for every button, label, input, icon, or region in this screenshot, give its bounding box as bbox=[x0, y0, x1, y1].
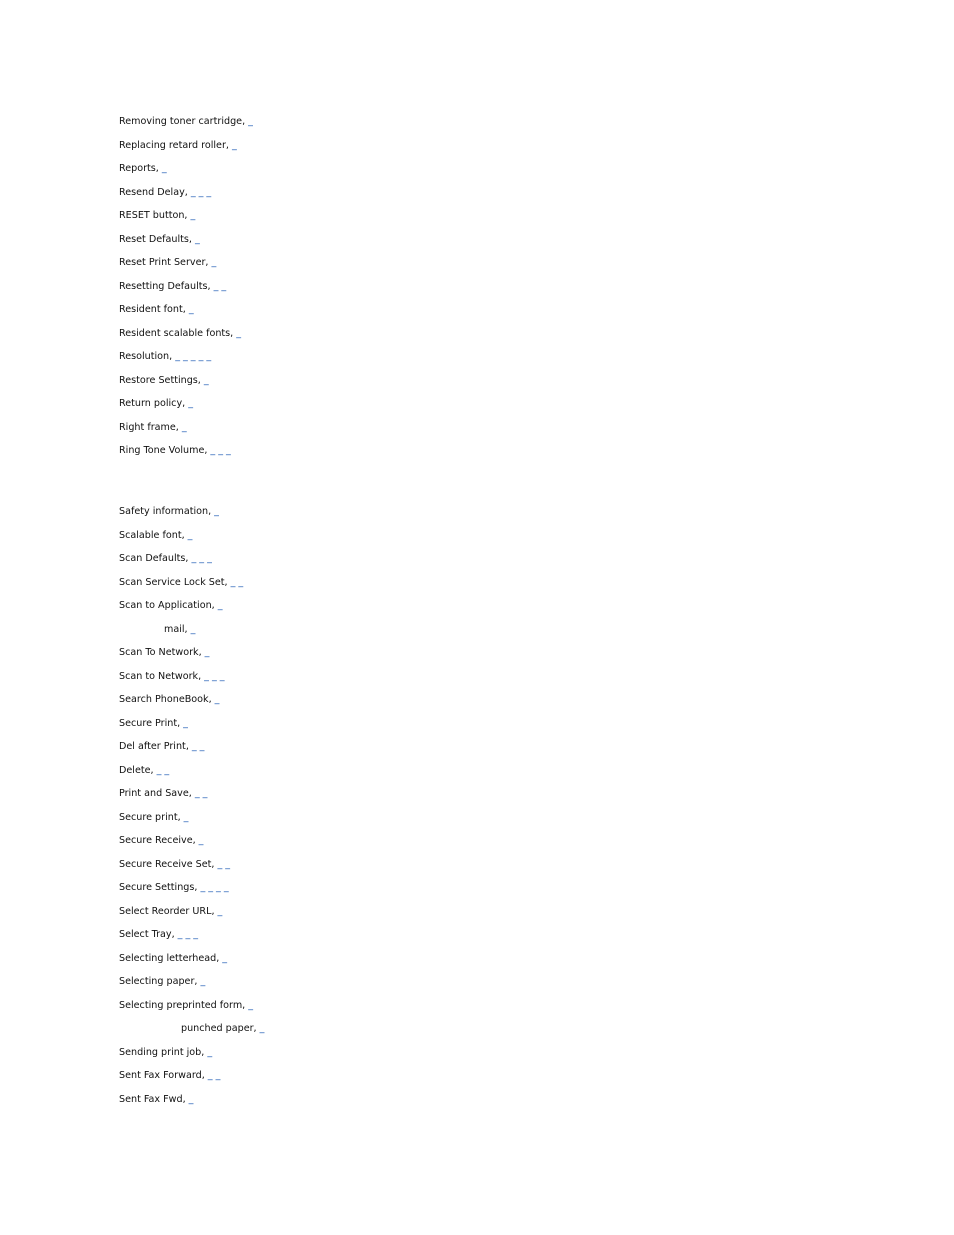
index-entry bbox=[119, 374, 253, 398]
page-reference-link[interactable]: _ bbox=[236, 327, 242, 339]
index-term: Search PhoneBook, bbox=[119, 694, 212, 705]
index-entry bbox=[119, 975, 264, 999]
index-entry bbox=[119, 764, 264, 788]
index-entry bbox=[119, 670, 264, 694]
page-reference-link[interactable]: _ bbox=[226, 445, 231, 456]
index-term: Scan to Network, bbox=[119, 670, 202, 682]
page-reference-link[interactable]: _ bbox=[207, 1070, 213, 1081]
page-reference-link[interactable]: _ bbox=[190, 351, 196, 362]
page-reference-link[interactable]: _ bbox=[204, 647, 210, 658]
page-reference-link[interactable]: _ bbox=[199, 741, 205, 752]
index-entry bbox=[119, 233, 253, 257]
page-reference-link[interactable]: _ bbox=[248, 999, 254, 1011]
index-entry bbox=[119, 693, 264, 717]
index-entry bbox=[119, 834, 264, 858]
page-reference-link[interactable]: _ bbox=[187, 529, 193, 541]
index-entry bbox=[119, 646, 264, 670]
index-term: Reset Defaults, bbox=[119, 233, 192, 245]
page-reference-link[interactable]: _ bbox=[207, 553, 212, 564]
page-reference-link[interactable]: _ bbox=[193, 929, 199, 940]
page-reference-link[interactable]: _ bbox=[210, 445, 216, 456]
index-entry bbox=[119, 740, 264, 764]
index-entry bbox=[119, 421, 253, 445]
index-entry bbox=[119, 1022, 264, 1046]
index-entry bbox=[119, 623, 264, 647]
index-entry bbox=[119, 280, 253, 304]
index-term: Return policy, bbox=[119, 398, 186, 409]
index-entry bbox=[119, 350, 253, 374]
index-term: Secure print, bbox=[119, 811, 181, 823]
index-term: Scan Service Lock Set, bbox=[119, 576, 228, 588]
index-term: Sending print job, bbox=[119, 1046, 205, 1058]
index-entry bbox=[119, 139, 253, 163]
index-term: Select Tray, bbox=[119, 929, 175, 940]
page-reference-link[interactable]: _ bbox=[185, 929, 191, 940]
page-reference-link[interactable]: _ bbox=[222, 952, 228, 964]
index-term: Scalable font, bbox=[119, 529, 185, 541]
page-reference-link[interactable]: _ bbox=[217, 858, 223, 870]
index-entry bbox=[119, 397, 253, 421]
index-term: Scan Defaults, bbox=[119, 553, 189, 564]
page-reference-link[interactable]: _ bbox=[161, 163, 167, 174]
page-reference-link[interactable]: _ bbox=[202, 788, 208, 799]
page-reference-link[interactable]: _ bbox=[194, 233, 200, 245]
page-reference-link[interactable]: _ bbox=[214, 694, 220, 705]
index-term: Safety information, bbox=[119, 506, 212, 517]
page-reference-link[interactable]: _ bbox=[218, 445, 224, 456]
page-reference-link[interactable]: _ bbox=[206, 186, 212, 198]
index-term: Resolution, bbox=[119, 351, 173, 362]
index-entry bbox=[119, 928, 264, 952]
index-term: Print and Save, bbox=[119, 788, 192, 799]
index-entry bbox=[119, 1093, 264, 1117]
index-term: punched paper, bbox=[181, 1023, 257, 1034]
page-reference-link[interactable]: _ bbox=[217, 600, 223, 611]
page-reference-link[interactable]: _ bbox=[181, 421, 187, 433]
index-entry bbox=[119, 905, 264, 929]
index-entry bbox=[119, 256, 253, 280]
index-term: RESET button, bbox=[119, 210, 188, 221]
index-entry bbox=[119, 881, 264, 905]
index-term: Ring Tone Volume, bbox=[119, 445, 208, 456]
index-entry bbox=[119, 552, 264, 576]
index-entry bbox=[119, 952, 264, 976]
page-reference-link[interactable]: _ bbox=[225, 858, 231, 870]
index-term: Reset Print Server, bbox=[119, 257, 209, 268]
page-reference-link[interactable]: _ bbox=[217, 905, 223, 917]
index-entry bbox=[119, 787, 264, 811]
index-term: mail, bbox=[164, 623, 188, 635]
index-section-r bbox=[119, 115, 253, 468]
index-term: Selecting paper, bbox=[119, 976, 198, 987]
index-term: Resetting Defaults, bbox=[119, 280, 211, 292]
page-reference-link[interactable]: _ bbox=[238, 576, 244, 588]
index-term: Scan To Network, bbox=[119, 647, 202, 658]
index-term: Secure Receive Set, bbox=[119, 858, 215, 870]
page-reference-link[interactable]: _ bbox=[190, 623, 196, 635]
index-term: Sent Fax Forward, bbox=[119, 1070, 205, 1081]
index-section-s bbox=[119, 505, 264, 1116]
index-term: Secure Print, bbox=[119, 717, 181, 729]
index-term: Del after Print, bbox=[119, 741, 189, 752]
page-reference-link[interactable]: _ bbox=[211, 670, 217, 682]
index-term: Selecting preprinted form, bbox=[119, 999, 246, 1011]
index-term: Replacing retard roller, bbox=[119, 139, 229, 151]
page-reference-link[interactable]: _ bbox=[191, 553, 197, 564]
index-term: Reports, bbox=[119, 163, 159, 174]
page-reference-link[interactable]: _ bbox=[183, 717, 188, 729]
index-entry bbox=[119, 999, 264, 1023]
index-entry bbox=[119, 1069, 264, 1093]
page-reference-link[interactable]: _ bbox=[230, 576, 236, 588]
page-reference-link[interactable]: _ bbox=[221, 280, 227, 292]
page-reference-link[interactable]: _ bbox=[214, 506, 219, 517]
page-reference-link[interactable]: _ bbox=[182, 351, 188, 362]
index-entry bbox=[119, 717, 264, 741]
page-reference-link[interactable]: _ bbox=[200, 882, 206, 893]
index-term: Right frame, bbox=[119, 421, 179, 433]
page-reference-link[interactable]: _ bbox=[231, 139, 237, 151]
page-reference-link[interactable]: _ bbox=[198, 835, 204, 846]
page-reference-link[interactable]: _ bbox=[188, 304, 194, 315]
index-entry bbox=[119, 811, 264, 835]
page-reference-link[interactable]: _ bbox=[199, 553, 205, 564]
index-entry bbox=[119, 209, 253, 233]
index-term: Resident scalable fonts, bbox=[119, 327, 234, 339]
index-entry bbox=[119, 599, 264, 623]
page-reference-link[interactable]: _ bbox=[208, 882, 214, 893]
index-entry bbox=[119, 115, 253, 139]
index-term: Selecting letterhead, bbox=[119, 952, 220, 964]
page-reference-link[interactable]: _ bbox=[215, 1070, 221, 1081]
index-entry bbox=[119, 576, 264, 600]
page-reference-link[interactable]: _ bbox=[177, 929, 183, 940]
index-entry bbox=[119, 444, 253, 468]
page-reference-link[interactable]: _ bbox=[188, 1093, 194, 1105]
index-entry bbox=[119, 186, 253, 210]
index-term: Select Reorder URL, bbox=[119, 905, 215, 917]
page-reference-link[interactable]: _ bbox=[216, 882, 221, 893]
index-term: Secure Settings, bbox=[119, 882, 198, 893]
page-reference-link[interactable]: _ bbox=[156, 764, 162, 776]
page-reference-link[interactable]: _ bbox=[219, 670, 225, 682]
index-term: Restore Settings, bbox=[119, 374, 201, 386]
index-entry bbox=[119, 327, 253, 351]
page-reference-link[interactable]: _ bbox=[191, 741, 197, 752]
page-reference-link[interactable]: _ bbox=[248, 116, 253, 127]
index-term: Secure Receive, bbox=[119, 835, 196, 846]
page-reference-link[interactable]: _ bbox=[213, 280, 219, 292]
page-reference-link[interactable]: _ bbox=[175, 351, 180, 362]
index-term: Removing toner cartridge, bbox=[119, 116, 246, 127]
index-term: Sent Fax Fwd, bbox=[119, 1093, 186, 1105]
page-reference-link[interactable]: _ bbox=[183, 811, 189, 823]
index-term: Scan to Application, bbox=[119, 600, 215, 611]
page-reference-link[interactable]: _ bbox=[206, 351, 212, 362]
page-reference-link[interactable]: _ bbox=[223, 882, 229, 893]
page-reference-link[interactable]: _ bbox=[259, 1023, 265, 1034]
page-reference-link[interactable]: _ bbox=[198, 351, 204, 362]
index-term: Resident font, bbox=[119, 304, 186, 315]
page-reference-link[interactable]: _ bbox=[190, 186, 196, 198]
page-reference-link[interactable]: _ bbox=[203, 374, 209, 386]
page-reference-link[interactable]: _ bbox=[207, 1046, 213, 1058]
index-term: Resend Delay, bbox=[119, 186, 188, 198]
index-entry bbox=[119, 529, 264, 553]
index-term: Delete, bbox=[119, 764, 154, 776]
page-reference-link[interactable]: _ bbox=[204, 670, 209, 682]
index-entry bbox=[119, 505, 264, 529]
page-reference-link[interactable]: _ bbox=[164, 764, 170, 776]
page-reference-link[interactable]: _ bbox=[200, 976, 206, 987]
page-reference-link[interactable]: _ bbox=[194, 788, 200, 799]
page-reference-link[interactable]: _ bbox=[211, 257, 217, 268]
page-reference-link[interactable]: _ bbox=[198, 186, 204, 198]
index-entry bbox=[119, 303, 253, 327]
page-reference-link[interactable]: _ bbox=[188, 398, 193, 409]
page-reference-link[interactable]: _ bbox=[190, 210, 196, 221]
index-entry bbox=[119, 162, 253, 186]
index-entry bbox=[119, 858, 264, 882]
index-entry bbox=[119, 1046, 264, 1070]
